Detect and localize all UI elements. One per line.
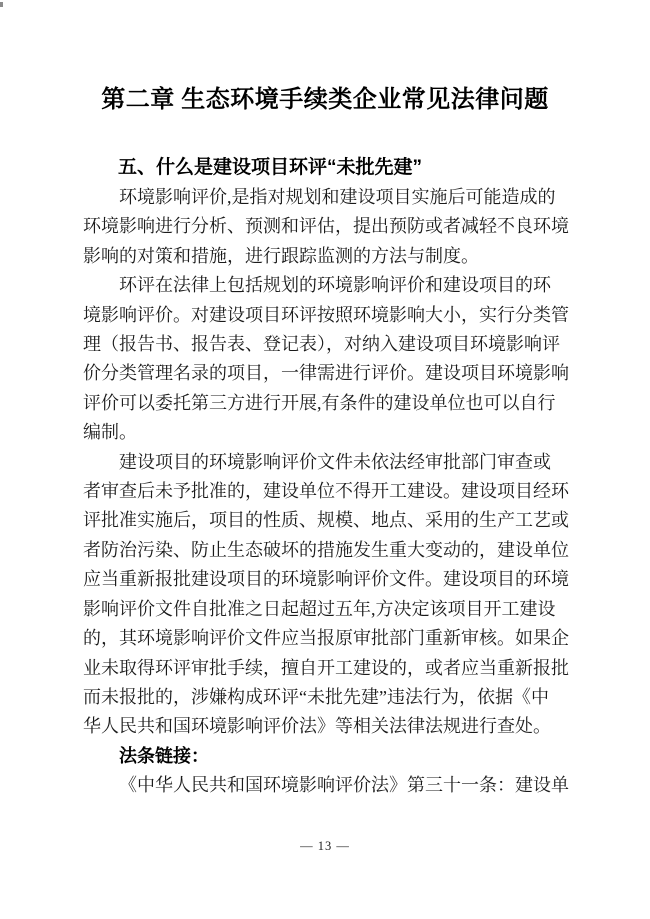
page-number: — 13 — xyxy=(300,839,350,853)
body-line: 评批准实施后，项目的性质、规模、地点、采用的生产工艺或 xyxy=(83,510,569,531)
law-links-heading: 法条链接： xyxy=(119,745,209,766)
body-line: 建设项目的环境影响评价文件未依法经审批部门审查或 xyxy=(119,451,551,472)
body-line: 影响评价文件自批准之日起超过五年,方决定该项目开工建设 xyxy=(83,598,556,619)
chapter-title: 第二章 生态环境手续类企业常见法律问题 xyxy=(101,87,549,113)
body-line: 环境影响评价,是指对规划和建设项目实施后可能造成的 xyxy=(119,187,556,207)
paragraph xyxy=(83,271,567,447)
body-line: 华人民共和国环境影响评价法》等相关法律法规进行查处。 xyxy=(83,716,551,737)
body-line: 价分类管理名录的项目，一律需进行评价。建设项目环境影响 xyxy=(83,363,569,384)
body-line: 而未报批的，涉嫌构成环评“未批先建”违法行为，依据《中 xyxy=(83,686,549,707)
body-line: 境影响评价。对建设项目环评按照环境影响大小，实行分类管 xyxy=(83,304,569,325)
scan-artifact xyxy=(0,2,3,7)
body-line: 环评在法律上包括规划的环境影响评价和建设项目的环 xyxy=(119,275,551,296)
body-line: 环境影响进行分析、预测和评估，提出预防或者减轻不良环境 xyxy=(83,216,569,237)
section-heading: 五、什么是建设项目环评“未批先建” xyxy=(118,157,423,178)
body-line: 的，其环境影响评价文件应当报原审批部门重新审核。如果企 xyxy=(83,628,569,649)
paragraph xyxy=(83,448,567,742)
paragraph xyxy=(83,183,567,271)
body-line: 理（报告书、报告表、登记表），对纳入建设项目环境影响评 xyxy=(83,334,560,355)
body-line: 者审查后未予批准的，建设单位不得开工建设。建设项目经环 xyxy=(83,481,569,502)
body-line: 评价可以委托第三方进行开展,有条件的建设单位也可以自行 xyxy=(83,392,556,413)
law-reference-line: 《中华人民共和国环境影响评价法》第三十一条：建设单 xyxy=(119,775,569,796)
body-line: 业未取得环评审批手续，擅自开工建设的，或者应当重新报批 xyxy=(83,657,569,678)
body-line: 者防治污染、防止生态破坏的措施发生重大变动的，建设单位 xyxy=(83,539,569,560)
body-line: 编制。 xyxy=(83,422,137,443)
body-line: 应当重新报批建设项目的环境影响评价文件。建设项目的环境 xyxy=(83,569,569,590)
body-line: 影响的对策和措施，进行跟踪监测的方法与制度。 xyxy=(83,245,479,266)
